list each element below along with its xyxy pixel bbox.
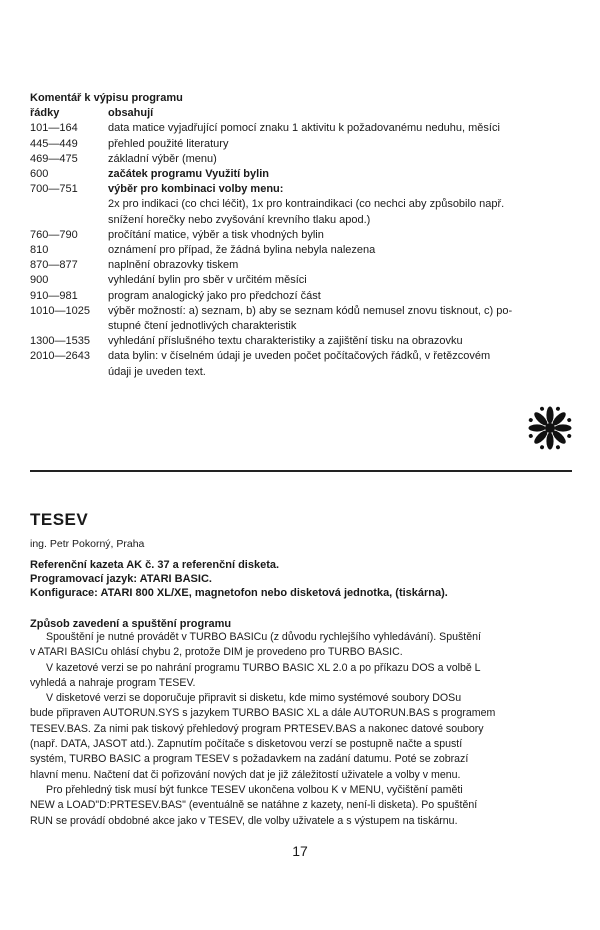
comment-row — [30, 213, 570, 228]
row-text: výběr možností: a) seznam, b) aby se seznam kódů nemusel znovu tisknout, c) po- — [108, 304, 513, 317]
comment-row — [30, 152, 570, 167]
comment-row — [30, 334, 570, 349]
body-line: vyhledá a nahraje program TESEV. — [30, 676, 196, 689]
row-lines — [30, 213, 108, 228]
comment-row — [30, 304, 570, 319]
meta-reference: Referenční kazeta AK č. 37 a referenční disketa. — [30, 559, 280, 571]
comment-rows — [30, 121, 570, 379]
row-lines: 900 — [30, 274, 49, 287]
program-listing-comment — [30, 91, 570, 380]
body-line: V kazetové verzi se po nahrání programu TURBO BASIC XL 2.0 a po příkazu DOS a volbě L — [46, 661, 481, 674]
article-author: ing. Petr Pokorný, Praha — [30, 538, 145, 550]
row-text: vyhledání bylin pro sběr v určitém měsíci — [108, 274, 307, 287]
article-meta — [30, 558, 575, 601]
row-lines: 760—790 — [30, 228, 78, 241]
row-text: naplnění obrazovky tiskem — [108, 259, 239, 272]
row-lines: 870—877 — [30, 259, 78, 272]
row-text: program analogický jako pro předchozí část — [108, 289, 321, 302]
asterisk-flower-icon — [527, 405, 573, 451]
comment-row — [30, 349, 570, 364]
body-line: TESEV.BAS. Za nimi pak tiskový přehledový program PRTESEV.BAS a nakonec datové soubory — [30, 722, 484, 735]
body-line: NEW a LOAD"D:PRTESEV.BAS" (eventuálně se natáhne z kazety, není-li disketa). Po spuštění — [30, 799, 478, 812]
meta-language: Programovací jazyk: ATARI BASIC. — [30, 573, 212, 586]
row-lines: 810 — [30, 244, 49, 257]
body-line: V disketové verzi se doporučuje připravit si disketu, kde mimo systémové soubory DOSu — [46, 692, 462, 705]
body-line: Spouštění je nutné provádět v TURBO BASICu (z důvodu rychlejšího vyhledávání). Spuštění — [46, 631, 481, 643]
row-lines: 700—751 — [30, 183, 78, 196]
row-text: pročítání matice, výběr a tisk vhodných bylin — [108, 228, 324, 241]
row-text: data bylin: v číselném údaji je uveden počet počítačových řádků, v řetězcovém — [108, 350, 491, 363]
row-text: přehled použité literatury — [108, 137, 229, 150]
row-text: oznámení pro případ, že žádná bylina nebyla nalezena — [108, 244, 376, 257]
page-number: 17 — [292, 843, 308, 859]
row-lines: 469—475 — [30, 152, 78, 165]
comment-heading: Komentář k výpisu programu — [30, 92, 183, 104]
row-lines: 1010—1025 — [30, 304, 90, 317]
row-text: stupné čtení jednotlivých charakteristik — [108, 320, 297, 333]
comment-row — [30, 319, 570, 334]
row-text: údaji je uveden text. — [108, 365, 206, 378]
row-text: vyhledání příslušného textu charakteristiky a zajištění tisku na obrazovku — [108, 335, 463, 348]
column-header-lines: řádky — [30, 107, 60, 120]
row-lines: 910—981 — [30, 289, 78, 302]
row-text: výběr pro kombinaci volby menu: — [108, 183, 284, 196]
comment-row — [30, 228, 570, 243]
body-line: RUN se provádí obdobné akce jako v TESEV, dle volby uživatele a s výstupem na tiskárnu. — [30, 814, 458, 827]
row-lines: 101—164 — [30, 122, 78, 135]
comment-row — [30, 273, 570, 288]
comment-row — [30, 197, 570, 212]
article-title: TESEV — [30, 510, 89, 529]
article-body — [30, 630, 570, 829]
body-line: Pro přehledný tisk musí být funkce TESEV ukončena volbou K v MENU, vyčištění paměti — [46, 783, 463, 796]
body-line: v ATARI BASICu ohlásí chybu 2, protože DIM je provedeno pro TURBO BASIC. — [30, 646, 403, 659]
row-text: základní výběr (menu) — [108, 152, 217, 165]
comment-row — [30, 258, 570, 273]
row-lines: 1300—1535 — [30, 335, 90, 348]
row-text: data matice vyjadřující pomocí znaku 1 aktivitu k požadovanému neduhu, měsíci — [108, 122, 500, 135]
comment-row — [30, 182, 570, 197]
row-text: 2x pro indikaci (co chci léčit), 1x pro kontraindikaci (co nechci aby způsobilo např. — [108, 198, 505, 211]
row-lines: 600 — [30, 168, 49, 181]
body-line: hlavní menu. Načtení dat či pořizování nových dat je již záležitostí uživatele a volby v menu. — [30, 768, 461, 781]
row-lines — [30, 319, 108, 334]
section-subheading: Způsob zavedení a spuštění programu — [30, 618, 232, 630]
body-line: bude připraven AUTORUN.SYS s jazykem TURBO BASIC XL a dále AUTORUN.BAS s programem — [30, 707, 496, 720]
body-line: systém, TURBO BASIC a program TESEV s požadavkem na zadání datumu. Poté se zobrazí — [30, 753, 469, 766]
comment-row — [30, 243, 570, 258]
comment-row — [30, 289, 570, 304]
row-lines — [30, 197, 108, 212]
comment-column-headers — [30, 106, 570, 121]
body-line: (např. DATA, JASOT atd.). Zapnutím počítače s disketovou verzí se postupně načte a spustí — [30, 738, 463, 751]
comment-row — [30, 365, 570, 380]
comment-row — [30, 167, 570, 182]
comment-row — [30, 121, 570, 136]
section-divider — [30, 470, 572, 472]
row-lines: 2010—2643 — [30, 350, 90, 363]
comment-row — [30, 137, 570, 152]
column-header-content: obsahují — [108, 107, 154, 120]
row-lines — [30, 365, 108, 380]
row-text: snížení horečky nebo zvyšování krevního tlaku apod.) — [108, 213, 371, 226]
meta-configuration: Konfigurace: ATARI 800 XL/XE, magnetofon nebo disketová jednotka, (tiskárna). — [30, 587, 448, 600]
row-lines: 445—449 — [30, 137, 78, 150]
row-text: začátek programu Využití bylin — [108, 168, 269, 181]
